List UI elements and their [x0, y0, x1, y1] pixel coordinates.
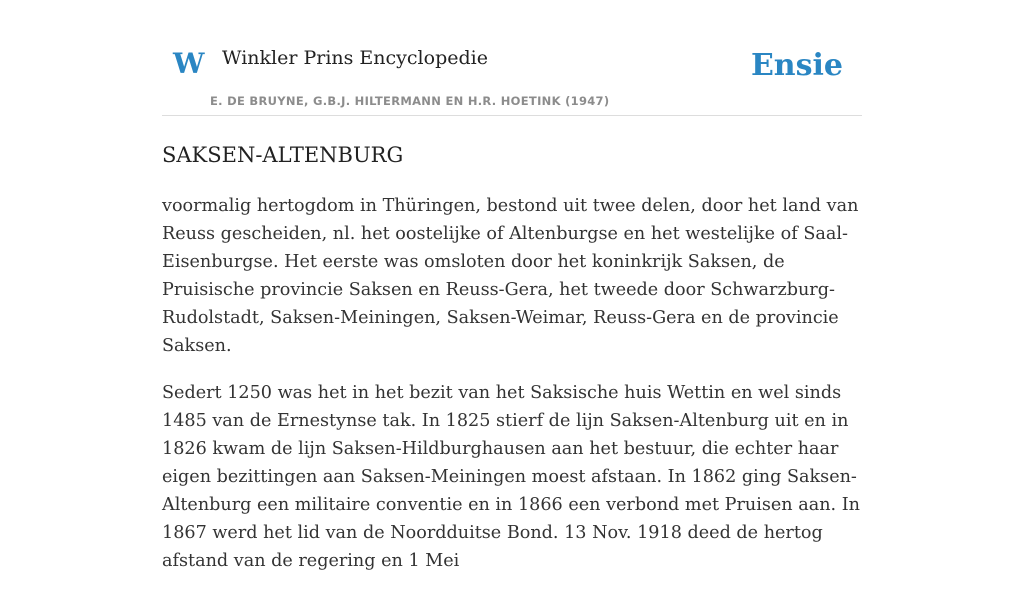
source-authors: E. DE BRUYNE, G.B.J. HILTERMANN EN H.R. HOETINK (1947) [210, 94, 610, 108]
winkler-prins-logo[interactable]: W [173, 47, 205, 80]
source-header [162, 0, 862, 116]
article-paragraph: voormalig hertogdom in Thüringen, bestond uit twee delen, door het land van Reuss gescheiden, nl. het oostelijke of Altenburgse en het westelijke of Saal-Eisenburgse. Het eerste was omsloten door het koninkrijk Saksen, de Pruisische provincie Saksen en Reuss-Gera, het tweede door Schwarzburg-Rudolstadt, Saksen-Meiningen, Saksen-Weimar, Reuss-Gera en de provincie Saksen. [162, 196, 859, 356]
article-body [162, 192, 862, 594]
ensie-logo[interactable]: Ensie [750, 48, 843, 83]
source-title[interactable]: Winkler Prins Encyclopedie [222, 47, 488, 69]
article-title: SAKSEN-ALTENBURG [162, 143, 404, 167]
page [162, 0, 862, 571]
article-paragraph: Sedert 1250 was het in het bezit van het Saksische huis Wettin en wel sinds 1485 van de Ernestynse tak. In 1825 stierf de lijn Saksen-Altenburg uit en in 1826 kwam de lijn Saksen-Hildburghausen aan het bestuur, die echter haar eigen bezittingen aan Saksen-Meiningen moest afstaan. In 1862 ging Saksen-Altenburg een militaire conventie en in 1866 een verbond met Pruisen aan. In 1867 werd het lid van de Noordduitse Bond. 13 Nov. 1918 deed de hertog afstand van de regering en 1 Mei [162, 383, 860, 571]
